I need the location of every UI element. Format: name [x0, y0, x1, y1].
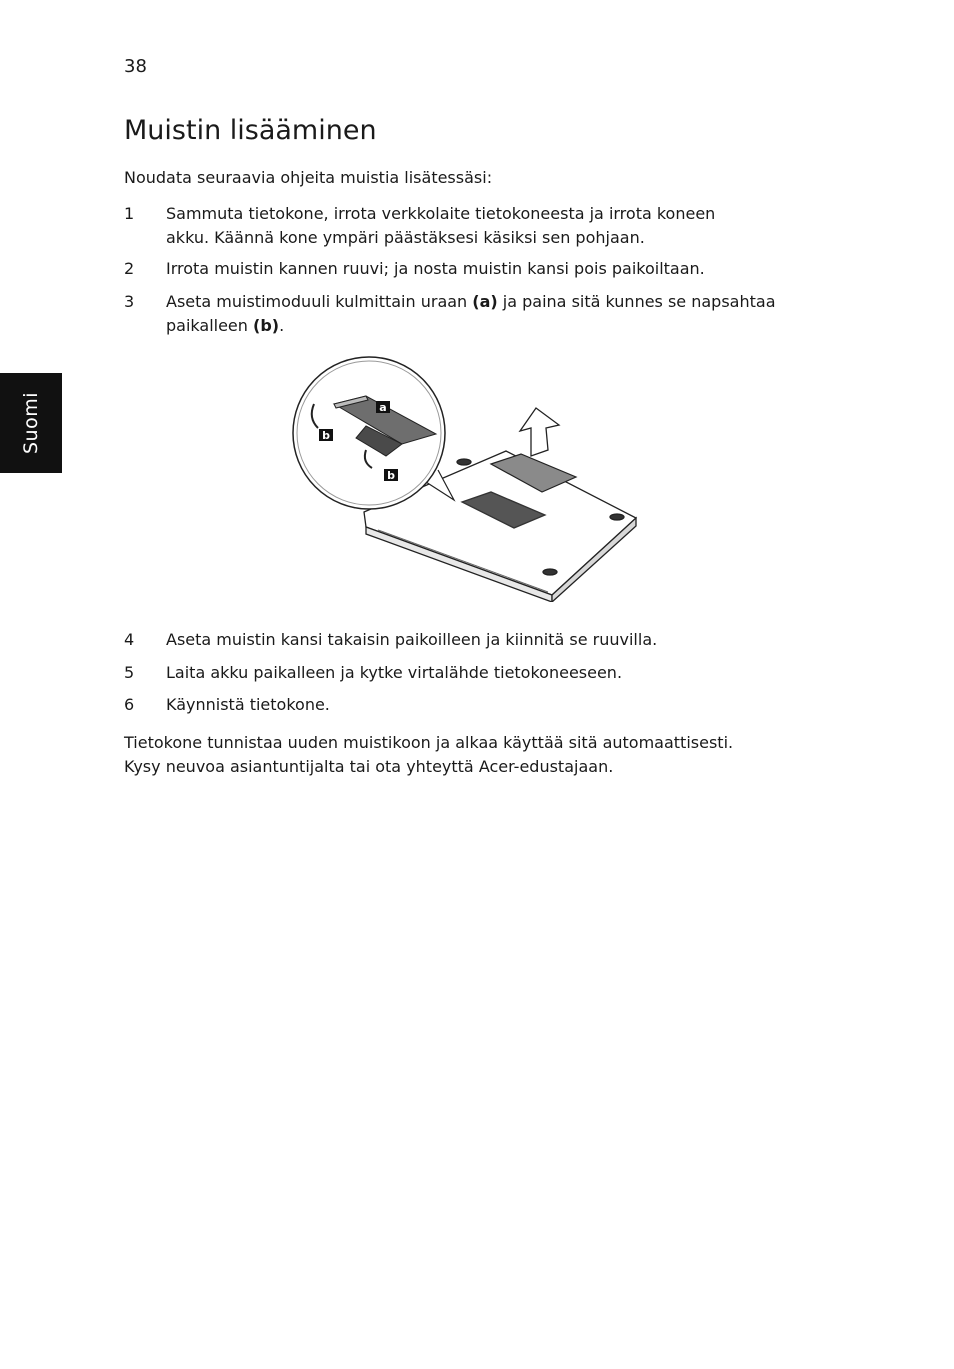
page-number: 38: [124, 56, 147, 77]
label-b-reference: (b): [253, 316, 280, 335]
step-text: [166, 290, 826, 338]
step-number: 6: [124, 695, 135, 714]
step-text-segment: paikalleen: [166, 316, 253, 335]
conclusion-line: Kysy neuvoa asiantuntijalta tai ota yhteyttä Acer-edustajaan.: [124, 757, 614, 776]
step-text: Aseta muistin kansi takaisin paikoilleen ja kiinnitä se ruuvilla.: [166, 630, 658, 649]
step-text: Irrota muistin kannen ruuvi; ja nosta muistin kansi pois paikoiltaan.: [166, 259, 705, 278]
step-text-segment: .: [279, 316, 285, 335]
language-side-tab: [0, 373, 62, 473]
callout-label-b-left: [319, 429, 333, 442]
callout-label-a: [376, 401, 390, 414]
step-text-segment: ja paina sitä kunnes se napsahtaa: [497, 292, 776, 311]
step-text: Käynnistä tietokone.: [166, 695, 330, 714]
label-a-reference: (a): [472, 292, 498, 311]
step-number: 2: [124, 259, 135, 278]
side-tab-label: Suomi: [20, 391, 42, 455]
step-text: [166, 202, 826, 250]
conclusion-text: [124, 731, 824, 779]
conclusion-line: Tietokone tunnistaa uuden muistikoon ja alkaa käyttää sitä automaattisesti.: [124, 733, 734, 752]
zoom-detail-circle: [293, 357, 445, 509]
intro-text: Noudata seuraavia ohjeita muistia lisätessäsi:: [124, 168, 493, 187]
step-number: 3: [124, 292, 135, 311]
step-text-line: akku. Käännä kone ympäri päästäksesi käsiksi sen pohjaan.: [166, 228, 645, 247]
callout-text-b: b: [322, 429, 330, 442]
memory-installation-illustration: [286, 352, 646, 602]
callout-text-b: b: [387, 469, 395, 482]
callout-text-a: a: [379, 401, 387, 414]
step-number: 1: [124, 204, 135, 223]
step-number: 4: [124, 630, 135, 649]
page-title: Muistin lisääminen: [124, 115, 377, 146]
callout-label-b-bottom: [384, 469, 398, 482]
step-text-segment: Aseta muistimoduuli kulmittain uraan: [166, 292, 473, 311]
step-text-line: Sammuta tietokone, irrota verkkolaite tietokoneesta ja irrota koneen: [166, 204, 716, 223]
step-text: Laita akku paikalleen ja kytke virtalähde tietokoneeseen.: [166, 663, 623, 682]
step-number: 5: [124, 663, 135, 682]
lift-arrow-icon: [520, 408, 559, 456]
